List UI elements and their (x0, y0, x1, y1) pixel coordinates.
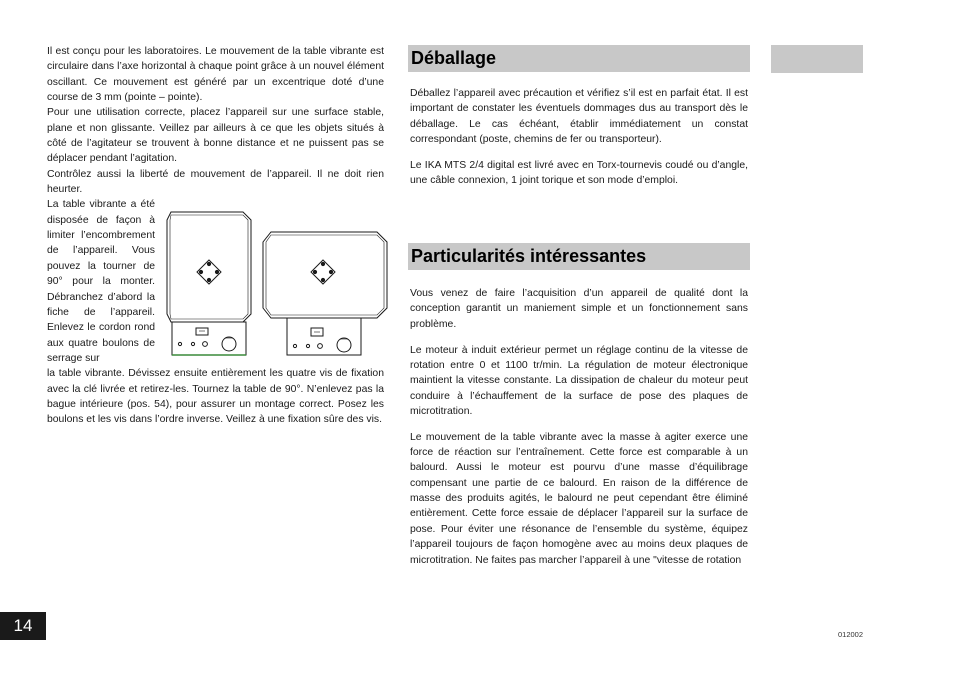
clamp-diamond-icon (197, 260, 221, 284)
quality-paragraph: Vous venez de faire l’acquisition d’un appareil de qualité dont la conception garantit un maniement simple et un fonctionnement sans problème. (410, 288, 748, 330)
deballage-paragraph: Déballez l’appareil avec précaution et vérifiez s’il est en parfait état. Il est important de constater les éventuels dommages dus au transport dès le déballage. Le cas échéant, établir immédiatement un constat correspondant (poste, chemins de fer ou transporteur). (410, 88, 748, 146)
motor-paragraph: Le moteur à induit extérieur permet un réglage continu de la vitesse de rotation entre 0 et 1100 tr/min. La régulation de moteur électronique maintient la vitesse constante. La dissipation de chaleur du moteur peut conduire à l’échauffement de la surface de pose des plaques de microtitration. (410, 344, 748, 417)
intro-paragraph: Il est conçu pour les laboratoires. Le mouvement de la table vibrante est circulaire dans l’axe horizontal à chaque point grâce à un nouvel élément oscillant. Ce mouvement est généré par un excentrique doté d’une course de 3 mm (pointe – pointe). (47, 46, 384, 104)
document-code: 012002 (838, 630, 864, 639)
usage-paragraph: Pour une utilisation correcte, placez l’appareil sur une surface stable, plane et non glissante. Veillez par ailleurs à ce que les objets situés à côté de l’agitateur se trouvent à bonne distance et ne puissent pas se déplacer pendant l’agitation. (47, 107, 384, 165)
deballage-text (410, 86, 748, 189)
header-tab-block (771, 45, 863, 73)
rotation-paragraph-start: La table vibrante a été disposée de façon à limiter l’encombrement de l’appareil. Vous pouvez la tourner de 90° pour la monter. Débranchez d’abord la fiche de l’appareil. Enlevez le cordon rond aux quatre boulons de serrage sur (47, 199, 155, 364)
shaker-portrait-orientation (167, 212, 251, 355)
rotation-paragraph-end: la table vibrante. Dévissez ensuite entièrement les quatre vis de fixation avec la clé livrée et retirez-les. Tournez la table de 90°. N’enlevez pas la bague intérieure (pos. 54), pour assurer un montage correct. Posez les boulons et les vis dans l’ordre inverse. Veillez à une fixation sûre des vis. (47, 368, 384, 426)
shaker-landscape-orientation (263, 232, 387, 355)
delivery-contents-paragraph: Le IKA MTS 2/4 digital est livré avec en Torx-tournevis coudé ou d’angle, une câble connexion, 1 joint torique et son mode d’emploi. (410, 159, 748, 187)
particularites-heading: Particularités intéressantes (408, 243, 750, 270)
page-number: 14 (0, 612, 46, 640)
shaker-rotation-illustration (163, 208, 389, 360)
clamp-diamond-icon-rotated (311, 260, 335, 284)
movement-check-paragraph: Contrôlez aussi la liberté de mouvement de l’appareil. Il ne doit rien heurter. (47, 168, 384, 196)
deballage-heading: Déballage (408, 45, 750, 72)
particularites-text (410, 286, 748, 568)
imbalance-paragraph: Le mouvement de la table vibrante avec la masse à agiter exerce une force de réaction sur l’entraînement. Cette force est comparable à un balourd. Aussi le moteur est pourvu d’une masse d’équilibrage compensant une partie de ce balourd. En raison de la différence de masse des produits agités, le balourd ne peut cependant être éliminé entièrement. Cette force essaie de déplacer l’appareil sur la surface de pose. Pour éviter une résonance de l’ensemble du système, équipez l’appareil toujours de façon homogène avec au moins deux plaques de microtitration. Ne faites pas marcher l’appareil à une "vitesse de rotation (410, 431, 748, 566)
